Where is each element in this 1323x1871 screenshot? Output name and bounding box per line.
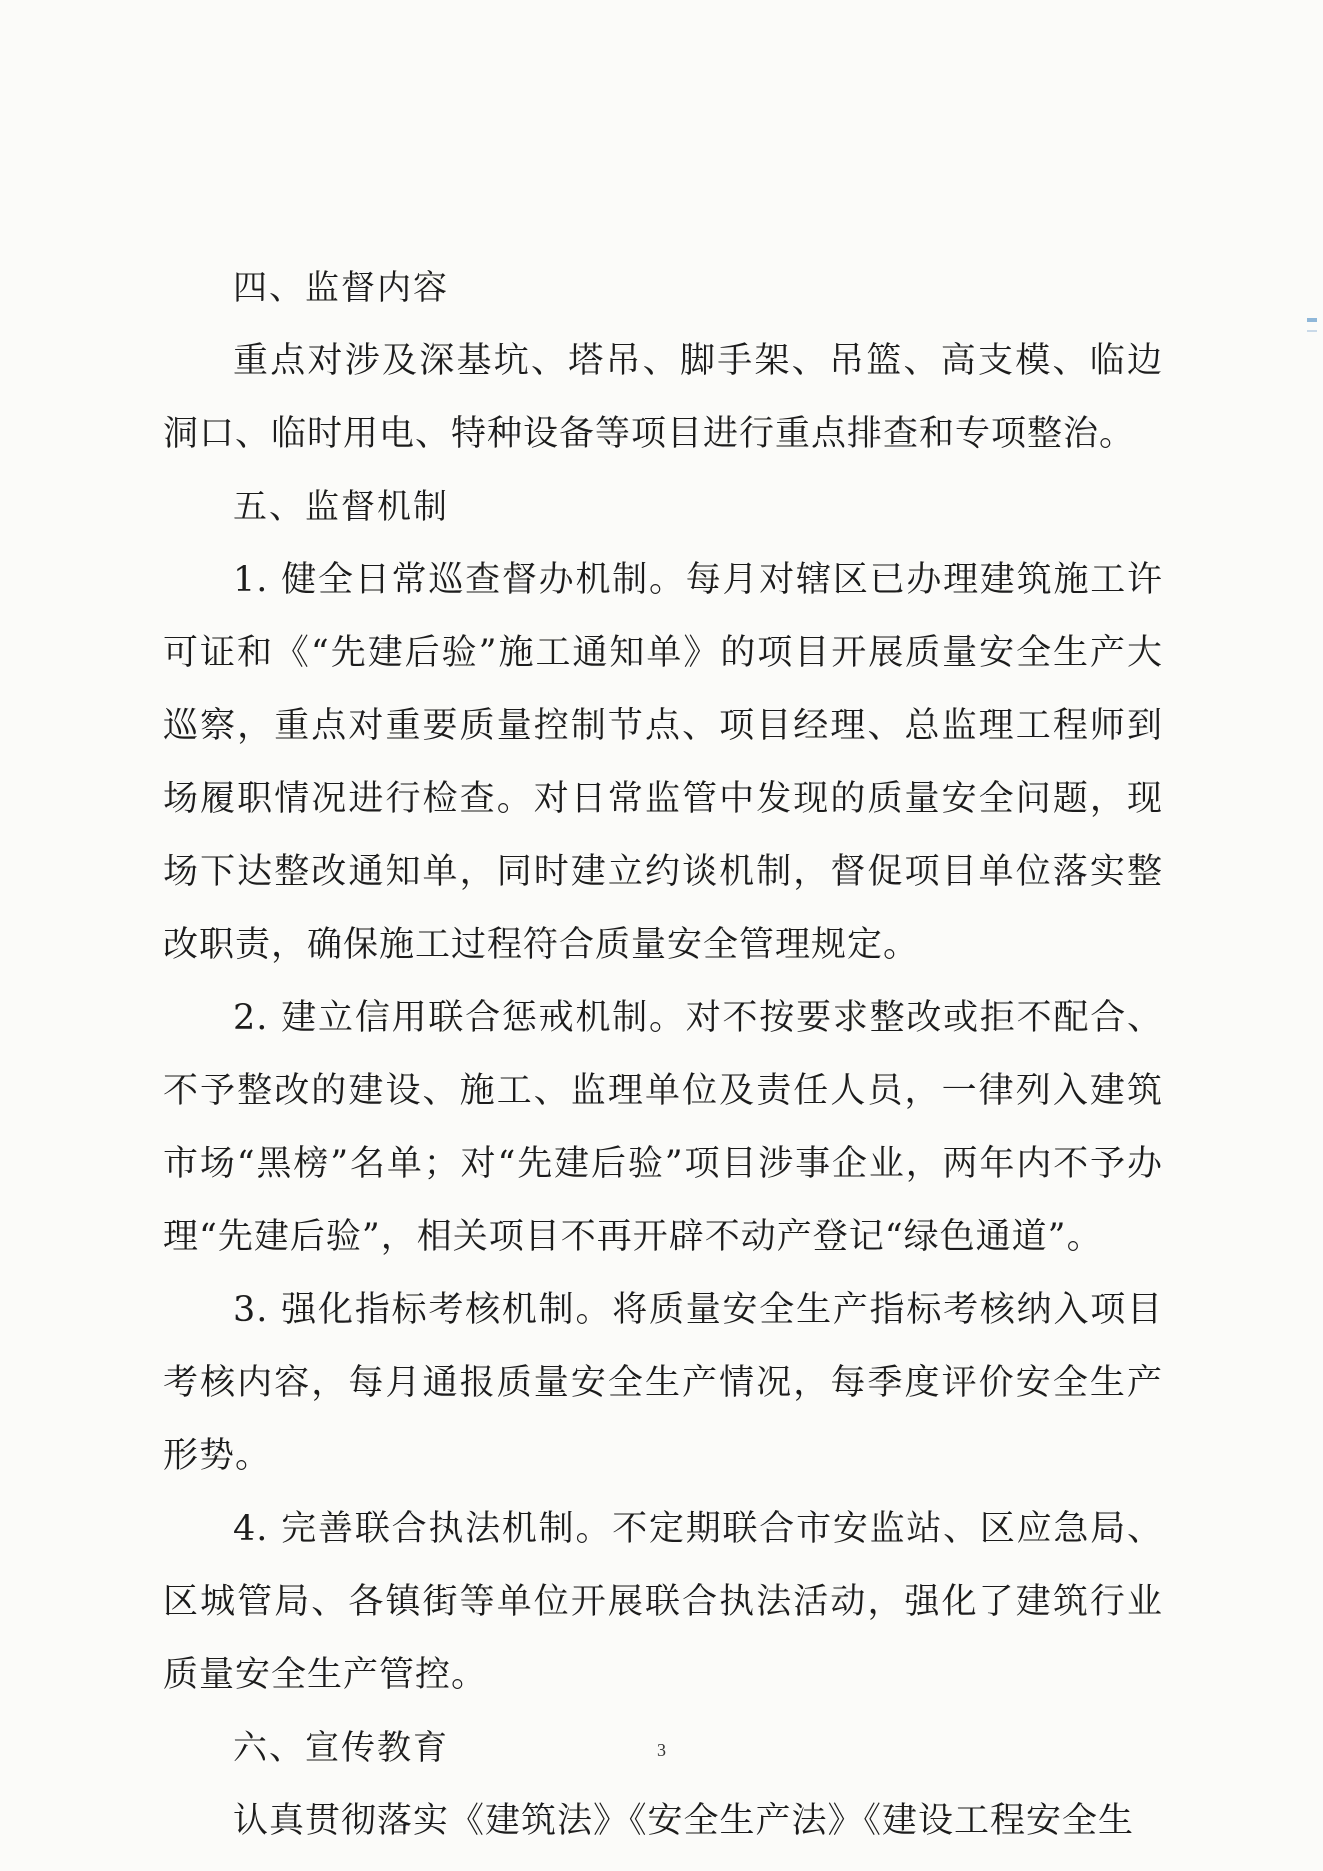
section-5-paragraph-1: 1. 健全日常巡查督办机制。每月对辖区已办理建筑施工许可证和《“先建后验”施工通知单》的项目开展质量安全生产大巡察，重点对重要质量控制节点、项目经理、总监理工程师到场履职情况进行检查。对日常监管中发现的质量安全问题，现场下达整改通知单，同时建立约谈机制，督促项目单位落实整改职责，确保施工过程符合质量安全管理规定。: [163, 560, 1163, 965]
scan-edge-mark-secondary: [1307, 330, 1317, 332]
scan-edge-mark: [1307, 318, 1317, 322]
section-5-paragraph-3: 3. 强化指标考核机制。将质量安全生产指标考核纳入项目考核内容，每月通报质量安全生产情况，每季度评价安全生产形势。: [163, 1290, 1163, 1476]
section-5-paragraph-2: 2. 建立信用联合惩戒机制。对不按要求整改或拒不配合、不予整改的建设、施工、监理单位及责任人员，一律列入建筑市场“黑榜”名单；对“先建后验”项目涉事企业，两年内不予办理“先建后验”，相关项目不再开辟不动产登记“绿色通道”。: [163, 998, 1163, 1257]
section-4-paragraph-1: 重点对涉及深基坑、塔吊、脚手架、吊篮、高支模、临边洞口、临时用电、特种设备等项目进行重点排查和专项整治。: [163, 341, 1163, 454]
section-5-paragraph-4: 4. 完善联合执法机制。不定期联合市安监站、区应急局、区城管局、各镇街等单位开展联合执法活动，强化了建筑行业质量安全生产管控。: [163, 1509, 1163, 1695]
section-5-heading: 五、监督机制: [233, 487, 449, 527]
section-4-heading: 四、监督内容: [233, 268, 449, 308]
section-6-heading: 六、宣传教育: [233, 1728, 449, 1768]
section-6-paragraph-1: 认真贯彻落实《建筑法》《安全生产法》《建设工程安全生: [233, 1801, 1135, 1841]
document-body: [163, 252, 1163, 1858]
page-number: 3: [657, 1740, 666, 1760]
